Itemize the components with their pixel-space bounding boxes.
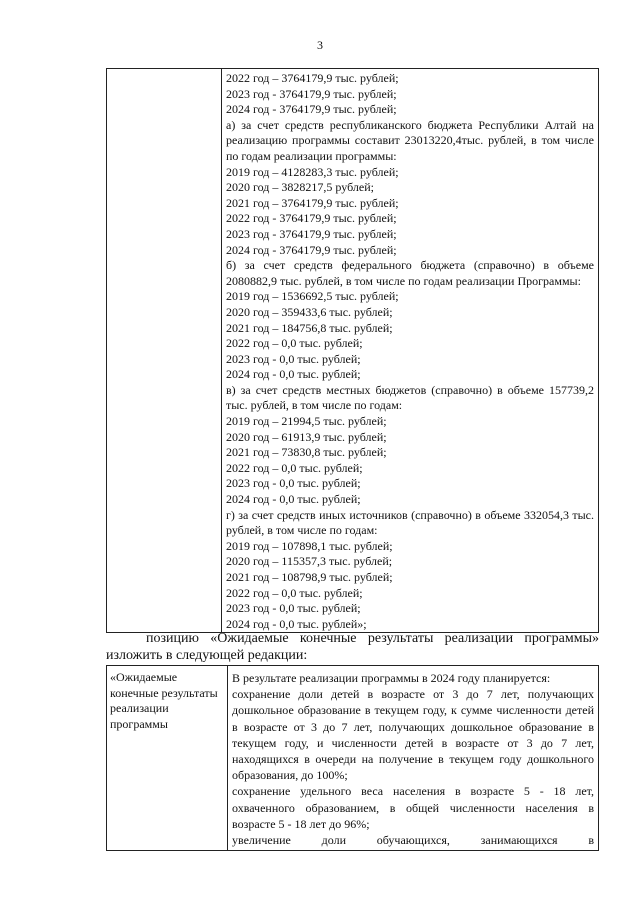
intro-paragraph: позицию «Ожидаемые конечные результаты реализации программы» изложить в следующей редакции: [106, 631, 599, 663]
funding-year-line: 2019 год – 21994,5 тыс. рублей; [226, 414, 387, 429]
funding-year-line: 2024 год - 0,0 тыс. рублей; [226, 367, 361, 382]
funding-table-content-cell [222, 69, 599, 633]
result-paragraph: В результате реализации программы в 2024 году планируется: [232, 671, 551, 685]
page-number: 3 [317, 38, 323, 52]
result-paragraph: увеличение доли обучающихся, занимающихся в [232, 833, 594, 848]
funding-year-line: 2023 год - 0,0 тыс. рублей; [226, 601, 361, 616]
results-table-content-cell [228, 666, 599, 851]
funding-year-line: 2020 год – 115357,3 тыс. рублей; [226, 554, 393, 569]
funding-year-line: 2021 год – 108798,9 тыс. рублей; [226, 570, 393, 584]
funding-year-line: 2024 год - 0,0 тыс. рублей»; [226, 616, 367, 631]
funding-table-label-cell [107, 69, 222, 633]
funding-year-line: 2019 год – 107898,1 тыс. рублей; [226, 538, 393, 553]
funding-year-line: 2021 год – 73830,8 тыс. рублей; [226, 445, 387, 460]
funding-table [106, 68, 599, 633]
funding-year-line: 2020 год – 61913,9 тыс. рублей; [226, 429, 387, 444]
funding-year-line: 2022 год – 0,0 тыс. рублей; [226, 460, 363, 475]
funding-year-line: 2022 год – 0,0 тыс. рублей; [226, 585, 363, 600]
funding-year-line: 2023 год - 0,0 тыс. рублей; [226, 476, 361, 491]
results-label: «Ожидаемые конечные результаты реализации программы [110, 670, 218, 731]
funding-source-paragraph: а) за счет средств республиканского бюджета Республики Алтай на реализацию программы составит 23013220,4тыс. рублей, в том числе по годам реализации программы: [226, 117, 594, 163]
funding-year-line: 2019 год – 4128283,3 тыс. рублей; [226, 164, 399, 179]
result-paragraph: сохранение доли детей в возрасте от 3 до 7 лет, получающих дошкольное образование в текущем году, к сумме численности детей в возрасте от 3 до 7 лет, получающих дошкольное образование в текущем году, и численности детей в возрасте от 3 до 7 лет, находящихся в очереди на получение в текущем году дошкольного образования, до 100%; [232, 687, 594, 783]
funding-year-line: 2023 год - 0,0 тыс. рублей; [226, 351, 361, 366]
funding-year-line: 2021 год – 3764179,9 тыс. рублей; [226, 195, 399, 210]
funding-year-line: 2020 год – 359433,6 тыс. рублей; [226, 304, 393, 319]
funding-year-line: 2022 год – 0,0 тыс. рублей; [226, 336, 363, 351]
results-table [106, 665, 599, 851]
funding-source-paragraph: г) за счет средств иных источников (справочно) в объеме 332054,3 тыс. рублей, в том числе по годам: [226, 507, 594, 538]
funding-year-line: 2024 год - 0,0 тыс. рублей; [226, 492, 361, 507]
result-paragraph: сохранение удельного веса населения в возрасте 5 - 18 лет, охваченного образованием, в общей численности населения в возрасте 5 - 18 лет до 96%; [232, 784, 594, 831]
funding-year-line: 2023 год - 3764179,9 тыс. рублей; [226, 86, 397, 101]
funding-year-line: 2022 год - 3764179,9 тыс. рублей; [226, 211, 397, 226]
funding-year-line: 2019 год – 1536692,5 тыс. рублей; [226, 289, 399, 304]
funding-year-line: 2024 год - 3764179,9 тыс. рублей; [226, 102, 397, 117]
funding-year-line: 2024 год - 3764179,9 тыс. рублей; [226, 242, 397, 257]
funding-year-line: 2021 год – 184756,8 тыс. рублей; [226, 320, 393, 335]
funding-source-paragraph: б) за счет средств федерального бюджета (справочно) в объеме 2080882,9 тыс. рублей, в том числе по годам реализации Программы: [226, 258, 594, 288]
results-table-label-cell [107, 666, 228, 851]
funding-year-line: 2023 год - 3764179,9 тыс. рублей; [226, 226, 397, 241]
funding-year-line: 2022 год – 3764179,9 тыс. рублей; [226, 71, 399, 85]
funding-source-paragraph: в) за счет средств местных бюджетов (справочно) в объеме 157739,2 тыс. рублей, в том числе по годам: [226, 382, 594, 413]
funding-year-line: 2020 год – 3828217,5 рублей; [226, 180, 374, 195]
